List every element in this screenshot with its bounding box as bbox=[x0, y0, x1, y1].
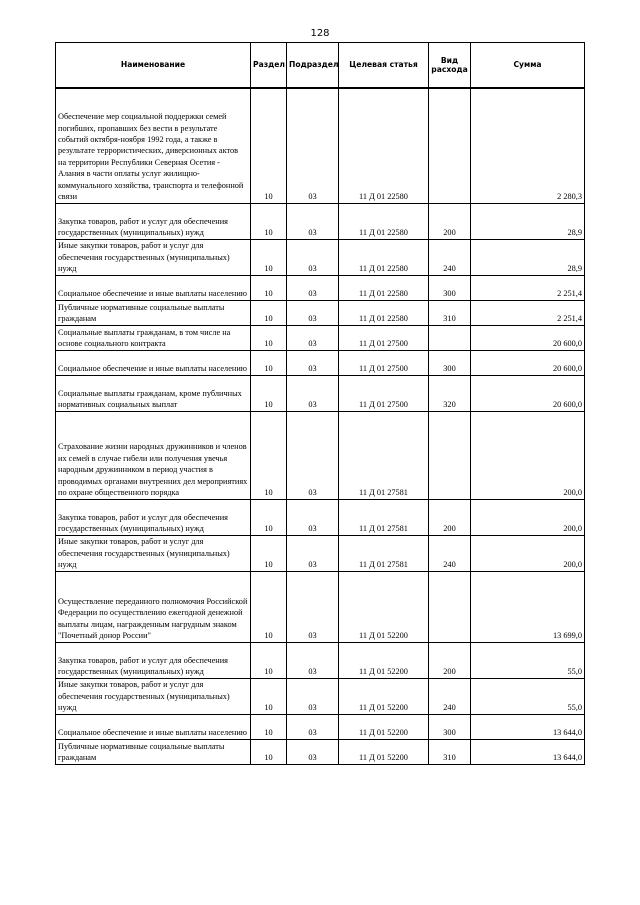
row-name: Социальное обеспечение и иные выплаты населению bbox=[56, 350, 251, 375]
row-section: 10 bbox=[251, 714, 287, 739]
row-subsection: 03 bbox=[287, 325, 339, 350]
table-row bbox=[56, 714, 585, 739]
row-name: Социальное обеспечение и иные выплаты населению bbox=[56, 714, 251, 739]
row-section: 10 bbox=[251, 411, 287, 499]
row-type bbox=[429, 88, 471, 203]
row-type: 300 bbox=[429, 350, 471, 375]
table-row bbox=[56, 571, 585, 642]
row-target: 11 Д 01 27500 bbox=[339, 375, 429, 411]
table-row bbox=[56, 499, 585, 535]
row-target: 11 Д 01 52200 bbox=[339, 678, 429, 714]
row-section: 10 bbox=[251, 375, 287, 411]
row-target: 11 Д 01 22580 bbox=[339, 88, 429, 203]
row-subsection: 03 bbox=[287, 714, 339, 739]
row-target: 11 Д 01 27500 bbox=[339, 350, 429, 375]
table-row bbox=[56, 325, 585, 350]
row-name: Иные закупки товаров, работ и услуг для обеспечения государственных (муниципальных) нужд bbox=[56, 239, 251, 275]
row-target: 11 Д 01 27581 bbox=[339, 499, 429, 535]
row-type: 320 bbox=[429, 375, 471, 411]
row-name: Закупка товаров, работ и услуг для обеспечения государственных (муниципальных) нужд bbox=[56, 642, 251, 678]
row-target: 11 Д 01 22580 bbox=[339, 239, 429, 275]
row-sum: 20 600,0 bbox=[471, 325, 585, 350]
row-section: 10 bbox=[251, 203, 287, 239]
table-row bbox=[56, 535, 585, 571]
row-target: 11 Д 01 22580 bbox=[339, 300, 429, 325]
row-section: 10 bbox=[251, 739, 287, 764]
table-header bbox=[56, 43, 585, 89]
table-row bbox=[56, 642, 585, 678]
row-target: 11 Д 01 27500 bbox=[339, 325, 429, 350]
row-type: 240 bbox=[429, 239, 471, 275]
row-name: Иные закупки товаров, работ и услуг для обеспечения государственных (муниципальных) нужд bbox=[56, 535, 251, 571]
row-type: 310 bbox=[429, 300, 471, 325]
table-row bbox=[56, 88, 585, 203]
page-number: 128 bbox=[310, 28, 330, 39]
table-row bbox=[56, 350, 585, 375]
row-sum: 13 699,0 bbox=[471, 571, 585, 642]
row-subsection: 03 bbox=[287, 239, 339, 275]
row-sum: 20 600,0 bbox=[471, 375, 585, 411]
row-type: 200 bbox=[429, 499, 471, 535]
row-subsection: 03 bbox=[287, 350, 339, 375]
row-subsection: 03 bbox=[287, 300, 339, 325]
row-name: Обеспечение мер социальной поддержки семей погибших, пропавших без вести в результате событий октября-ноября 1992 года, а также в результате террористических, диверсионных актов на территории Республики Северная Осетия - Алания в части оплаты услуг жилищно-коммунального хозяйства, транспорта и телефонной связи bbox=[56, 88, 251, 203]
table-row bbox=[56, 739, 585, 764]
row-subsection: 03 bbox=[287, 203, 339, 239]
row-sum: 28,9 bbox=[471, 239, 585, 275]
row-sum: 28,9 bbox=[471, 203, 585, 239]
row-subsection: 03 bbox=[287, 375, 339, 411]
row-target: 11 Д 01 52200 bbox=[339, 714, 429, 739]
row-name: Закупка товаров, работ и услуг для обеспечения государственных (муниципальных) нужд bbox=[56, 203, 251, 239]
row-name: Социальное обеспечение и иные выплаты населению bbox=[56, 275, 251, 300]
row-type: 240 bbox=[429, 678, 471, 714]
row-target: 11 Д 01 27581 bbox=[339, 411, 429, 499]
row-subsection: 03 bbox=[287, 499, 339, 535]
row-sum: 200,0 bbox=[471, 411, 585, 499]
row-section: 10 bbox=[251, 275, 287, 300]
row-subsection: 03 bbox=[287, 411, 339, 499]
row-sum: 20 600,0 bbox=[471, 350, 585, 375]
row-sum: 55,0 bbox=[471, 678, 585, 714]
row-sum: 200,0 bbox=[471, 499, 585, 535]
row-subsection: 03 bbox=[287, 571, 339, 642]
header-section: Раздел bbox=[251, 43, 287, 89]
header-sum: Сумма bbox=[471, 43, 585, 89]
row-type: 310 bbox=[429, 739, 471, 764]
row-name: Страхование жизни народных дружинников и членов их семей в случае гибели или получения увечья народным дружинником в период участия в проводимых органами внутренних дел мероприятиях по охране общественного порядка bbox=[56, 411, 251, 499]
table-row bbox=[56, 300, 585, 325]
table-row bbox=[56, 411, 585, 499]
row-target: 11 Д 01 52200 bbox=[339, 571, 429, 642]
row-section: 10 bbox=[251, 678, 287, 714]
row-type bbox=[429, 411, 471, 499]
row-type: 200 bbox=[429, 642, 471, 678]
row-section: 10 bbox=[251, 325, 287, 350]
row-section: 10 bbox=[251, 535, 287, 571]
row-section: 10 bbox=[251, 499, 287, 535]
table-body bbox=[56, 88, 585, 764]
row-name: Публичные нормативные социальные выплаты гражданам bbox=[56, 300, 251, 325]
header-type: Вид расхода bbox=[429, 43, 471, 89]
row-target: 11 Д 01 22580 bbox=[339, 203, 429, 239]
table-row bbox=[56, 375, 585, 411]
header-subsection: Подраздел bbox=[287, 43, 339, 89]
row-subsection: 03 bbox=[287, 535, 339, 571]
row-section: 10 bbox=[251, 239, 287, 275]
row-target: 11 Д 01 52200 bbox=[339, 739, 429, 764]
header-name: Наименование bbox=[56, 43, 251, 89]
row-type bbox=[429, 325, 471, 350]
row-target: 11 Д 01 27581 bbox=[339, 535, 429, 571]
row-name: Социальные выплаты гражданам, кроме публичных нормативных социальных выплат bbox=[56, 375, 251, 411]
row-sum: 200,0 bbox=[471, 535, 585, 571]
row-name: Осуществление переданного полномочия Российской Федерации по осуществлению ежегодной денежной выплаты лицам, награжденным нагрудным знаком "Почетный донор России" bbox=[56, 571, 251, 642]
row-sum: 2 251,4 bbox=[471, 275, 585, 300]
row-sum: 13 644,0 bbox=[471, 739, 585, 764]
row-name: Иные закупки товаров, работ и услуг для обеспечения государственных (муниципальных) нужд bbox=[56, 678, 251, 714]
row-subsection: 03 bbox=[287, 739, 339, 764]
row-target: 11 Д 01 22580 bbox=[339, 275, 429, 300]
row-type: 300 bbox=[429, 714, 471, 739]
table-row bbox=[56, 275, 585, 300]
row-sum: 2 280,3 bbox=[471, 88, 585, 203]
row-section: 10 bbox=[251, 88, 287, 203]
row-type bbox=[429, 571, 471, 642]
row-sum: 13 644,0 bbox=[471, 714, 585, 739]
row-section: 10 bbox=[251, 642, 287, 678]
table-row bbox=[56, 203, 585, 239]
table-row bbox=[56, 678, 585, 714]
row-subsection: 03 bbox=[287, 88, 339, 203]
budget-table bbox=[55, 42, 585, 765]
row-subsection: 03 bbox=[287, 678, 339, 714]
row-section: 10 bbox=[251, 350, 287, 375]
header-target: Целевая статья bbox=[339, 43, 429, 89]
row-type: 300 bbox=[429, 275, 471, 300]
row-type: 200 bbox=[429, 203, 471, 239]
row-subsection: 03 bbox=[287, 275, 339, 300]
row-name: Закупка товаров, работ и услуг для обеспечения государственных (муниципальных) нужд bbox=[56, 499, 251, 535]
row-name: Социальные выплаты гражданам, в том числе на основе социального контракта bbox=[56, 325, 251, 350]
row-section: 10 bbox=[251, 571, 287, 642]
row-subsection: 03 bbox=[287, 642, 339, 678]
row-section: 10 bbox=[251, 300, 287, 325]
row-target: 11 Д 01 52200 bbox=[339, 642, 429, 678]
table-row bbox=[56, 239, 585, 275]
row-name: Публичные нормативные социальные выплаты гражданам bbox=[56, 739, 251, 764]
row-sum: 2 251,4 bbox=[471, 300, 585, 325]
row-type: 240 bbox=[429, 535, 471, 571]
row-sum: 55,0 bbox=[471, 642, 585, 678]
